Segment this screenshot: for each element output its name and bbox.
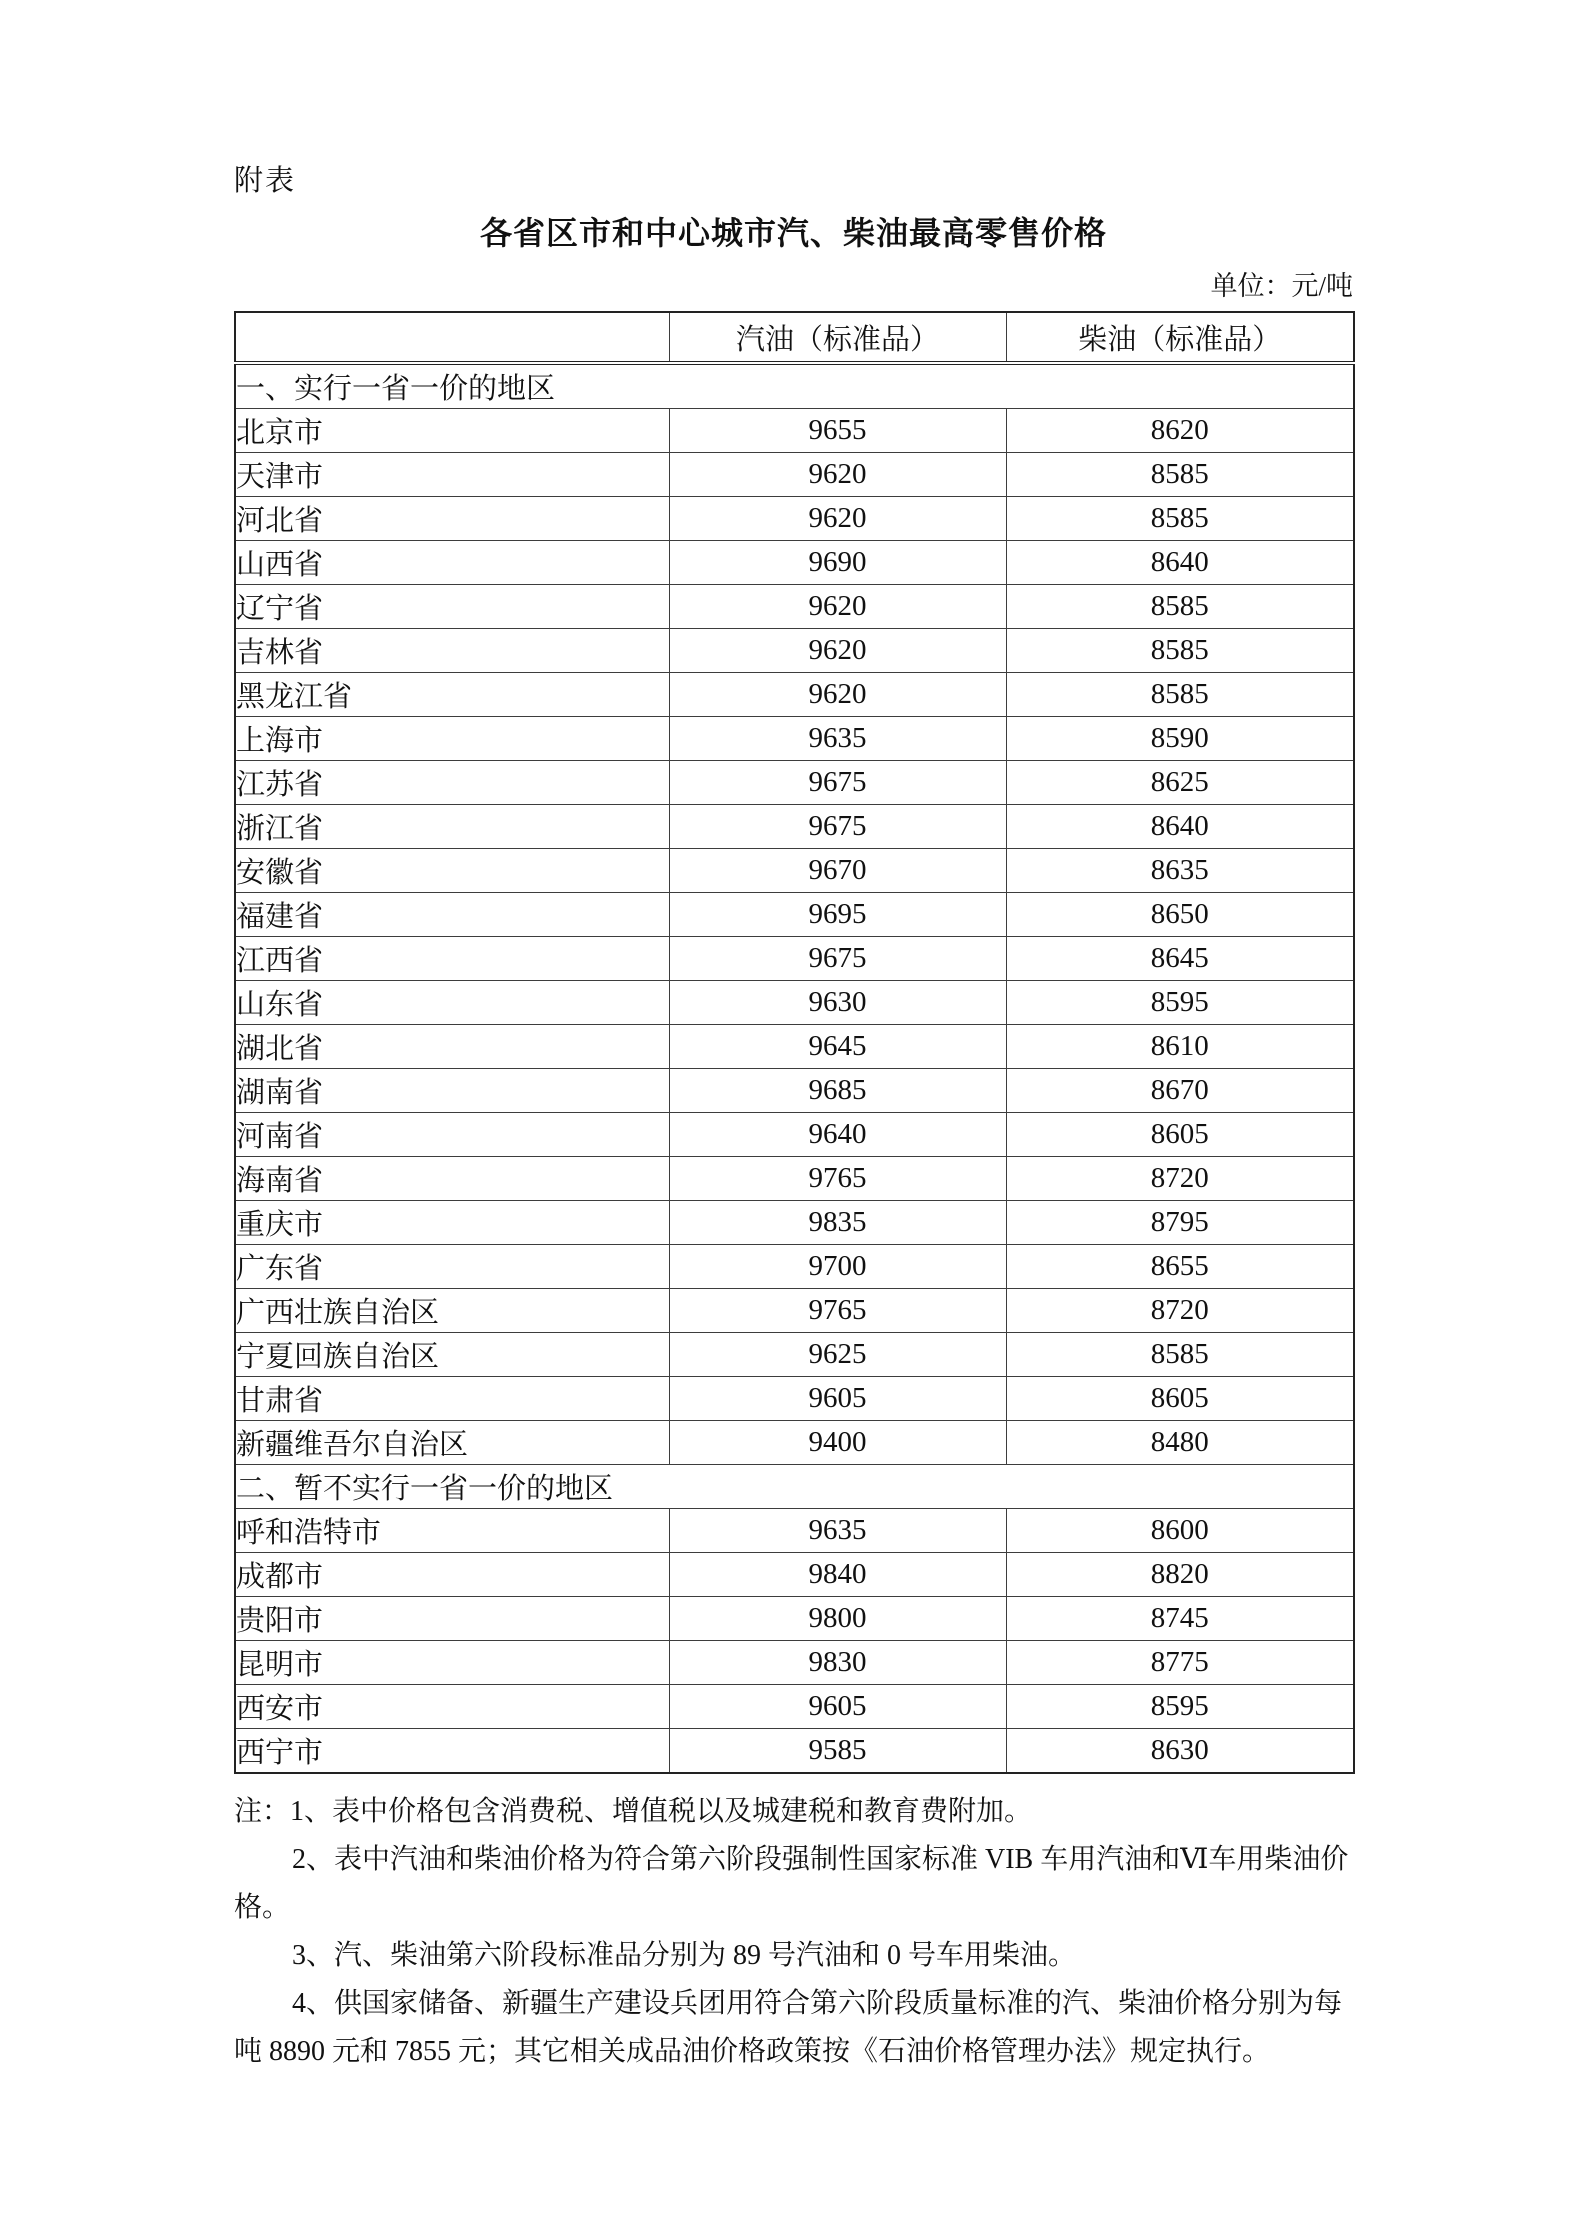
table-row <box>235 1685 1354 1729</box>
region-cell: 吉林省 <box>235 629 669 673</box>
column-header-gasoline: 汽油（标准品） <box>669 312 1006 363</box>
region-cell: 山西省 <box>235 541 669 585</box>
note-line: 4、供国家储备、新疆生产建设兵团用符合第六阶段质量标准的汽、柴油价格分别为每 <box>292 1988 1343 2019</box>
table-row <box>235 1245 1354 1289</box>
gasoline-price-cell: 9765 <box>669 1157 1006 1201</box>
table-row <box>235 585 1354 629</box>
gasoline-price-cell: 9700 <box>669 1245 1006 1289</box>
diesel-price-cell: 8635 <box>1006 849 1354 893</box>
table-row <box>235 497 1354 541</box>
region-cell: 宁夏回族自治区 <box>235 1333 669 1377</box>
note-line: 吨 8890 元和 7855 元；其它相关成品油价格政策按《石油价格管理办法》规定执行。 <box>234 2036 1271 2067</box>
diesel-price-cell: 8640 <box>1006 541 1354 585</box>
region-cell: 昆明市 <box>235 1641 669 1685</box>
gasoline-price-cell: 9620 <box>669 453 1006 497</box>
diesel-price-cell: 8610 <box>1006 1025 1354 1069</box>
diesel-price-cell: 8775 <box>1006 1641 1354 1685</box>
column-header-region <box>235 312 669 363</box>
gasoline-price-cell: 9695 <box>669 893 1006 937</box>
diesel-price-cell: 8585 <box>1006 453 1354 497</box>
diesel-price-cell: 8640 <box>1006 805 1354 849</box>
gasoline-price-cell: 9625 <box>669 1333 1006 1377</box>
gasoline-price-cell: 9620 <box>669 497 1006 541</box>
table-row <box>235 981 1354 1025</box>
table-row <box>235 1509 1354 1553</box>
gasoline-price-cell: 9655 <box>669 409 1006 453</box>
column-header-diesel: 柴油（标准品） <box>1006 312 1354 363</box>
region-cell: 福建省 <box>235 893 669 937</box>
gasoline-price-cell: 9640 <box>669 1113 1006 1157</box>
region-cell: 呼和浩特市 <box>235 1509 669 1553</box>
region-cell: 海南省 <box>235 1157 669 1201</box>
table-row <box>235 893 1354 937</box>
region-cell: 天津市 <box>235 453 669 497</box>
note-line: 2、表中汽油和柴油价格为符合第六阶段强制性国家标准 VIB 车用汽油和Ⅵ车用柴油价 <box>292 1844 1349 1875</box>
diesel-price-cell: 8620 <box>1006 409 1354 453</box>
gasoline-price-cell: 9585 <box>669 1729 1006 1774</box>
gasoline-price-cell: 9685 <box>669 1069 1006 1113</box>
table-row <box>235 453 1354 497</box>
region-cell: 黑龙江省 <box>235 673 669 717</box>
page-title: 各省区市和中心城市汽、柴油最高零售价格 <box>479 215 1107 251</box>
table-row <box>235 1377 1354 1421</box>
section-header-cell: 一、实行一省一价的地区 <box>235 363 1354 409</box>
table-row <box>235 1069 1354 1113</box>
unit-label: 单位：元/吨 <box>1210 271 1353 301</box>
table-row <box>235 1157 1354 1201</box>
table-row <box>235 717 1354 761</box>
region-cell: 北京市 <box>235 409 669 453</box>
diesel-price-cell: 8625 <box>1006 761 1354 805</box>
region-cell: 成都市 <box>235 1553 669 1597</box>
gasoline-price-cell: 9645 <box>669 1025 1006 1069</box>
table-row <box>235 1113 1354 1157</box>
table-header-row <box>235 312 1354 363</box>
note-line: 注：1、表中价格包含消费税、增值税以及城建税和教育费附加。 <box>234 1796 1033 1827</box>
diesel-price-cell: 8650 <box>1006 893 1354 937</box>
diesel-price-cell: 8585 <box>1006 673 1354 717</box>
table-row <box>235 1597 1354 1641</box>
region-cell: 重庆市 <box>235 1201 669 1245</box>
diesel-price-cell: 8645 <box>1006 937 1354 981</box>
table-row <box>235 409 1354 453</box>
region-cell: 安徽省 <box>235 849 669 893</box>
gasoline-price-cell: 9840 <box>669 1553 1006 1597</box>
diesel-price-cell: 8745 <box>1006 1597 1354 1641</box>
table-row <box>235 1025 1354 1069</box>
region-cell: 山东省 <box>235 981 669 1025</box>
table-row <box>235 1333 1354 1377</box>
gasoline-price-cell: 9830 <box>669 1641 1006 1685</box>
table-row <box>235 1641 1354 1685</box>
diesel-price-cell: 8795 <box>1006 1201 1354 1245</box>
gasoline-price-cell: 9675 <box>669 805 1006 849</box>
diesel-price-cell: 8585 <box>1006 497 1354 541</box>
diesel-price-cell: 8585 <box>1006 629 1354 673</box>
table-row <box>235 629 1354 673</box>
gasoline-price-cell: 9670 <box>669 849 1006 893</box>
table-row <box>235 1553 1354 1597</box>
table-row <box>235 1421 1354 1465</box>
region-cell: 湖北省 <box>235 1025 669 1069</box>
diesel-price-cell: 8655 <box>1006 1245 1354 1289</box>
diesel-price-cell: 8590 <box>1006 717 1354 761</box>
table-row <box>235 1729 1354 1774</box>
table-row <box>235 1289 1354 1333</box>
table-row <box>235 673 1354 717</box>
region-cell: 西宁市 <box>235 1729 669 1774</box>
region-cell: 西安市 <box>235 1685 669 1729</box>
diesel-price-cell: 8605 <box>1006 1377 1354 1421</box>
gasoline-price-cell: 9630 <box>669 981 1006 1025</box>
gasoline-price-cell: 9675 <box>669 761 1006 805</box>
table-row <box>235 805 1354 849</box>
region-cell: 贵阳市 <box>235 1597 669 1641</box>
section-header-row <box>235 1465 1354 1509</box>
attachment-label: 附表 <box>234 165 297 197</box>
gasoline-price-cell: 9835 <box>669 1201 1006 1245</box>
gasoline-price-cell: 9400 <box>669 1421 1006 1465</box>
gasoline-price-cell: 9635 <box>669 717 1006 761</box>
region-cell: 广东省 <box>235 1245 669 1289</box>
region-cell: 新疆维吾尔自治区 <box>235 1421 669 1465</box>
section-header-row <box>235 363 1354 409</box>
notes-block <box>234 1788 1353 2076</box>
table-row <box>235 937 1354 981</box>
gasoline-price-cell: 9605 <box>669 1685 1006 1729</box>
region-cell: 甘肃省 <box>235 1377 669 1421</box>
diesel-price-cell: 8585 <box>1006 1333 1354 1377</box>
diesel-price-cell: 8720 <box>1006 1289 1354 1333</box>
region-cell: 辽宁省 <box>235 585 669 629</box>
table-row <box>235 1201 1354 1245</box>
gasoline-price-cell: 9620 <box>669 629 1006 673</box>
table-row <box>235 541 1354 585</box>
region-cell: 广西壮族自治区 <box>235 1289 669 1333</box>
price-table <box>234 311 1355 1774</box>
gasoline-price-cell: 9675 <box>669 937 1006 981</box>
region-cell: 浙江省 <box>235 805 669 849</box>
diesel-price-cell: 8605 <box>1006 1113 1354 1157</box>
diesel-price-cell: 8595 <box>1006 981 1354 1025</box>
gasoline-price-cell: 9635 <box>669 1509 1006 1553</box>
diesel-price-cell: 8585 <box>1006 585 1354 629</box>
region-cell: 江苏省 <box>235 761 669 805</box>
gasoline-price-cell: 9620 <box>669 585 1006 629</box>
diesel-price-cell: 8600 <box>1006 1509 1354 1553</box>
gasoline-price-cell: 9765 <box>669 1289 1006 1333</box>
gasoline-price-cell: 9605 <box>669 1377 1006 1421</box>
table-row <box>235 849 1354 893</box>
diesel-price-cell: 8480 <box>1006 1421 1354 1465</box>
diesel-price-cell: 8820 <box>1006 1553 1354 1597</box>
diesel-price-cell: 8670 <box>1006 1069 1354 1113</box>
note-line: 格。 <box>234 1892 291 1923</box>
gasoline-price-cell: 9690 <box>669 541 1006 585</box>
region-cell: 上海市 <box>235 717 669 761</box>
note-line: 3、汽、柴油第六阶段标准品分别为 89 号汽油和 0 号车用柴油。 <box>292 1940 1077 1971</box>
diesel-price-cell: 8630 <box>1006 1729 1354 1774</box>
region-cell: 江西省 <box>235 937 669 981</box>
region-cell: 河南省 <box>235 1113 669 1157</box>
section-header-cell: 二、暂不实行一省一价的地区 <box>235 1465 1354 1509</box>
region-cell: 湖南省 <box>235 1069 669 1113</box>
gasoline-price-cell: 9800 <box>669 1597 1006 1641</box>
table-row <box>235 761 1354 805</box>
region-cell: 河北省 <box>235 497 669 541</box>
diesel-price-cell: 8720 <box>1006 1157 1354 1201</box>
diesel-price-cell: 8595 <box>1006 1685 1354 1729</box>
gasoline-price-cell: 9620 <box>669 673 1006 717</box>
